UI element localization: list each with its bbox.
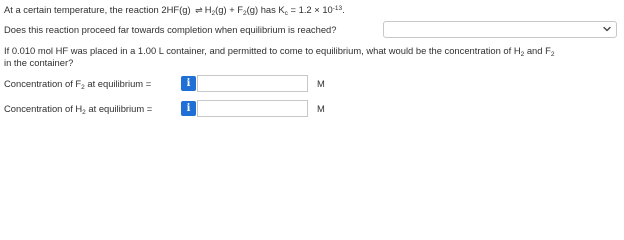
- reaction-prefix: At a certain temperature, the reaction 2HF(: [4, 4, 183, 15]
- question-line-1: [4, 4, 345, 16]
- h2-subscript: 2: [211, 10, 216, 17]
- f2-subscript: 2: [243, 10, 247, 17]
- equilibrium-arrow-icon: ⇌: [195, 5, 203, 15]
- h2-subscript: 2: [520, 51, 525, 58]
- label-text: Concentration of H: [4, 103, 83, 114]
- label-text: Concentration of F: [4, 78, 82, 89]
- reaction-text: (g) + F: [215, 4, 243, 15]
- reaction-text: (g) has K: [246, 4, 285, 15]
- kc-subscript: c: [284, 10, 288, 17]
- question-line-2: Does this reaction proceed far towards completion when equilibrium is reached?: [4, 24, 337, 35]
- unit-label: M: [317, 103, 325, 114]
- chevron-down-icon: [603, 25, 611, 33]
- kc-exponent: -13: [332, 4, 343, 12]
- f2-concentration-input[interactable]: [197, 75, 308, 92]
- kc-value: = 1.2 × 10: [287, 4, 333, 15]
- label-subscript: 2: [81, 84, 85, 91]
- unit-label: M: [317, 78, 325, 89]
- label-subscript: 2: [82, 109, 86, 116]
- info-icon[interactable]: i: [181, 76, 196, 91]
- completion-dropdown[interactable]: [383, 21, 617, 38]
- f2-subscript: 2: [550, 51, 555, 58]
- answer-label-h2: [4, 103, 152, 115]
- label-text: at equilibrium =: [84, 78, 152, 89]
- info-icon[interactable]: i: [181, 101, 196, 116]
- answer-label-f2: [4, 78, 151, 90]
- phase-g: g: [182, 4, 188, 15]
- question-text: If 0.010 mol HF was placed in a 1.00 L container, and permitted to come to equilibrium, what would be the concentration of H: [4, 45, 521, 56]
- question-line-4: in the container?: [4, 57, 74, 68]
- label-text: at equilibrium =: [85, 103, 153, 114]
- h2-concentration-input[interactable]: [197, 100, 308, 117]
- question-line-3: [4, 45, 554, 57]
- reaction-text: .: [342, 4, 345, 15]
- reaction-text: ): [187, 4, 194, 15]
- h2-symbol: H: [204, 4, 212, 15]
- question-text: and F: [524, 45, 551, 56]
